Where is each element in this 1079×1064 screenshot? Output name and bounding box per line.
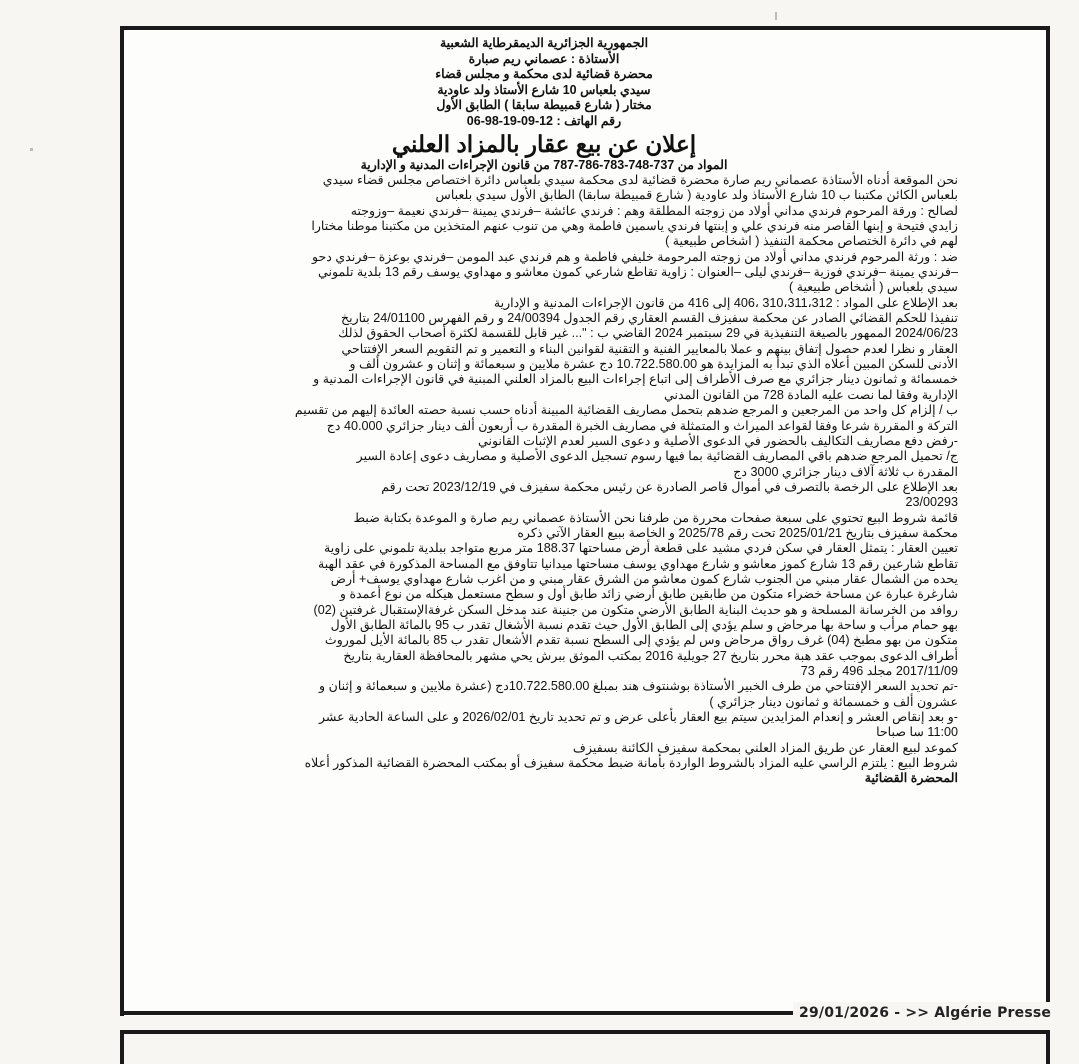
body-line: سيدي بلعباس ( أشخاص طبيعية ) xyxy=(789,280,958,295)
header-line: الأستاذة : عصماني ريم صبارة xyxy=(468,51,620,66)
body-line: ج/ تحميل المرجع ضدهم باقي المصاريف القضائية بما فيها رسوم تسجيل الدعوى الأصلية و مصاريف دعوى إعادة السير xyxy=(356,449,958,464)
body-line: بهو حمام مرأب و ساحة بها مرحاض و سلم يؤدي إلى الطابق الأول حيث تقدم نسبة الأشغال تقدر ب 95 بالمائة الطابق الأول xyxy=(330,617,958,632)
body-line: قائمة شروط البيع تحتوي على سبعة صفحات محررة من طرفنا نحن الأستاذة عصماني ريم صارة و الموعدة بكتابة ضبط xyxy=(353,510,958,525)
header-line: سيدي بلعباس 10 شارع الأستاذ ولد عاودية xyxy=(437,82,651,97)
body-line: تنفيذا للحكم القضائي الصادر عن محكمة سفيزف القسم العقاري رقم الجدول 24/00394 و رقم الفهرس 24/01100 بتاريخ xyxy=(340,311,958,326)
body-line: روافد من الخرسانة المسلحة و هو حديث البناية الطابق الأرضي متكون من جنينة عند مدخل السكن غرفةالإستقبال غرفتين (02) xyxy=(313,602,958,617)
signature: المحضرة القضائية xyxy=(864,771,958,786)
header-line: الجمهورية الجزائرية الديمقرطاية الشعبية xyxy=(439,36,649,50)
body-line: الإدارية وفقا لما نصت عليه المادة 728 من القانون المدني xyxy=(664,387,958,402)
body-line: شارغرة عبارة عن مساحة خضراء متكون من طابقين طابق أرضي زائد طابق أول و سطح مستعمل هيكله من نوع أعمدة و xyxy=(339,587,958,602)
header-line: رقم الهاتف : 12-09-19-98-06 xyxy=(466,113,622,128)
body-line: كموعد لبيع العقار عن طريق المزاد العلني بمحكمة سفيزف الكائنة بسفيزف xyxy=(572,740,958,755)
header-line: محضرة قضائية لدى محكمة و مجلس قضاء xyxy=(435,67,653,81)
body-line: المقدرة ب ثلاثة آلاف دينار جزائري 3000 دج xyxy=(733,464,958,479)
body-line: محكمة سفيزف بتاريخ 2025/01/21 تحت رقم 2025/78 و الخاصة ببيع العقار الآتي ذكره xyxy=(517,525,958,540)
body-line: 2017/11/09 مجلد 496 رقم 73 xyxy=(800,664,958,678)
body-line: 23/00293 xyxy=(905,495,958,510)
body-line: ضد : ورثة المرحوم فرندي مداني أولاد من زوجته المرحومة خليفي فاطمة و هم فرندي عبد المومن –فرندي بوعزة –فرندي دحو xyxy=(311,249,958,264)
next-announcement-frame xyxy=(120,1030,1050,1064)
announcement-body xyxy=(130,173,958,771)
scan-speck xyxy=(30,148,33,151)
body-line: عشرون ألف و خمسمائة و ثمانون دينار جزائري ) xyxy=(709,694,958,709)
body-line: خمسمائة و ثمانون دينار جزائري مع صرف الأطراف إلى اتباع إجراءات البيع بالمزاد العلني المبنية في قانون الإجراءات المدنية و xyxy=(313,372,958,387)
body-line: بعد الإطلاع على المواد : 310،311،312 ،406 إلى 416 من قانون الإجراءات المدنية و الإدارية xyxy=(493,295,958,310)
body-line: بلعباس الكائن مكتبنا ب 10 شارع الأستاذ ولد عاودية ( شارع قمبيطة سابقا) الطابق الأول سيدي بلعباس xyxy=(435,188,958,203)
body-line: لهم في دائرة الختصاص محكمة التنفيذ ( اشخاص طبيعية ) xyxy=(665,234,958,249)
body-line: -و بعد إنقاص العشر و إنعدام المزايدين سيتم بيع العقار بأعلى عرض و تم تحديد تاريخ 2026/02/01 و على الساعة الحادية عشر xyxy=(318,710,958,725)
body-line: تعيين العقار : يتمثل العقار في سكن فردي مشيد على قطعة أرض مساحتها 188.37 متر مربع متواجد ببلدية تلموني على زاوية xyxy=(323,541,958,556)
source-footer: 29/01/2026 - >> Algérie Presse xyxy=(793,1002,1057,1024)
body-line: بعد الإطلاع على الرخصة بالتصرف في أموال قاصر الصادرة عن رئيس محكمة سفيزف في 2023/12/19 تحت رقم xyxy=(381,479,958,494)
body-line: العقار و نظرا لعدم حصول إتفاق بينهم و عملا بالمعايير الفنية و التقنية لقوانين البناء و التعمير و تم التقويم السعر الإفتتاحي xyxy=(341,341,958,356)
body-line: نحن الموقعة أدناه الأستاذة عصماني ريم صارة محضرة قضائية لدى محكمة سيدي بلعباس دائرة اختصاص مجلس قضاء سيدي xyxy=(322,173,958,187)
body-line: متكون من بهو مطبخ (04) غرف رواق مرحاض وس لم يؤدي إلى السطح نسبة تقدم الأشعال تقدر ب 85 بالمائة الأيل لموروث xyxy=(324,633,958,648)
announcement-title: إعلان عن بيع عقار بالمزاد العلني xyxy=(391,131,697,157)
body-line: 2024/06/23 الممهور بالصيغة التنفيذية في 29 سبتمبر 2024 القاضي ب : "... غير قابل للقسمة لكثرة أصحاب الحقوق لذلك xyxy=(338,326,958,341)
body-line: 11:00 سا صباحا xyxy=(876,725,958,740)
body-line: ب / إلزام كل واحد من المرجعين و المرجع ضدهم بتحمل مصاريف القضائية المبينة أدناه حسب نسبة حصته العائدة إليهم من تقسيم xyxy=(294,403,958,418)
scan-speck xyxy=(775,12,777,20)
body-line: شروط البيع : يلتزم الراسي عليه المزاد بالشروط الواردة بأمانة ضبط محكمة سفيزف أو بمكتب المحضرة القضائية المذكور أعلاه xyxy=(304,756,958,771)
body-line: –فرندي يمينة –فرندي فوزية –فرندي ليلى –العنوان : زاوية تقاطع شارعي كمون معاشو و مهداوي يوسف رقم 13 بلدية تلموني xyxy=(318,265,958,280)
body-line: -رفض دفع مصاريف التكاليف بالحضور في الدعوى الأصلية و دعوى السير لعدم الإثبات القانوني xyxy=(478,433,958,448)
body-line: التركة و المقررة شرعا وفقا لقواعد الميراث و المتمثلة في مصاريف الخبرة المقدرة ب أربعون ألف دينار جزائري 40.000 دج xyxy=(326,418,958,433)
issuer-header xyxy=(130,36,958,129)
body-line: -تم تحديد السعر الإفتتاحي من طرف الخبير الأستاذة بوشنتوف هند بمبلغ 10.722.580.00دج (عشرة ملايين و سبعمائة و إثنان و xyxy=(319,679,958,694)
body-line: زايدي فتيحة و إبنها القاصر منه فرندي علي و إبنتها فرندي ياسمين فاطمة وهي من تنوب عنهم المتخذين من مكتبنا موطنا مختارا xyxy=(311,219,958,234)
legal-reference: المواد من 737-748-783-786-787 من قانون الإجراءات المدنية و الإدارية xyxy=(360,158,728,172)
body-line: يحده من الشمال عقار مبني من الجنوب شارع كمون معاشو من الشرق عقار مبني و من اغرب شارع مهداوي يوسف+ أرض xyxy=(330,571,958,586)
body-line: الأدنى للسكن المبين أعلاه الذي تبدأ به المزايدة هو 10.722.580.00 دج عشرة ملايين و سبعمائة و إثنان و عشرون ألف و xyxy=(349,357,958,372)
body-line: لصالح : ورقة المرحوم فرندي مداني أولاد من زوجته المطلقة وهم : فرندي عائشة –فرندي يمينة –فرندي نعيمة –وزوجته xyxy=(350,203,958,218)
body-line: أطراف الدعوى بموجب عقد هبة محرر بتاريخ 27 جويلية 2016 بمكتب الموثق ببرش يحي مشهر بالمحافظة العقارية بتاريخ xyxy=(343,648,958,663)
header-line: مختار ( شارع قمبيطة سابقا ) الطابق الأول xyxy=(436,98,652,112)
announcement-content xyxy=(130,36,958,786)
body-line: تقاطع شارعين رقم 13 شارع كموز معاشو و شارع مهداوي يوسف مساحتها ميدانيا تتاوفق مع المساحة المذكورة في عقد الهبة xyxy=(317,556,958,571)
